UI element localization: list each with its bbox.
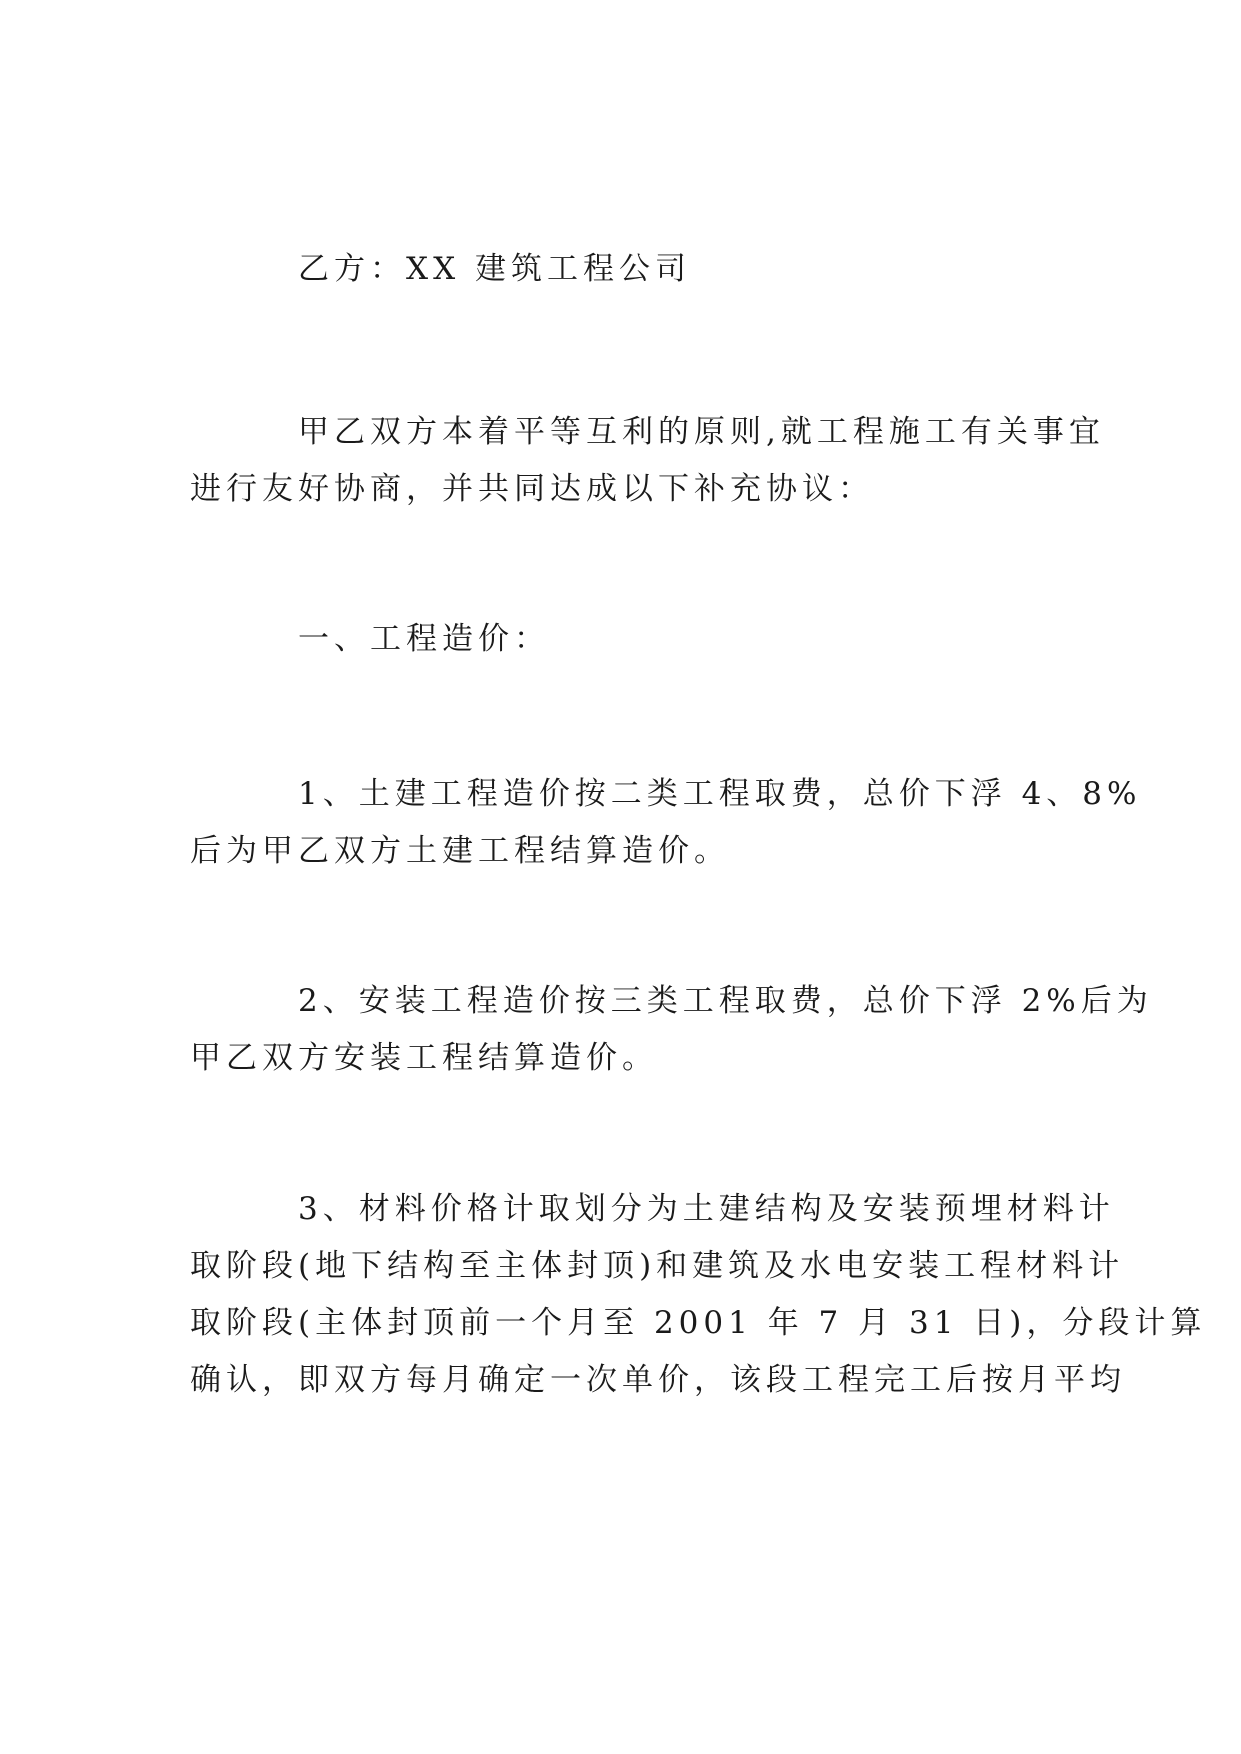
item-3-line-2: 取阶段(地下结构至主体封顶)和建筑及水电安装工程材料计 [190, 1248, 1125, 1284]
intro-line-2: 进行友好协商，并共同达成以下补充协议： [190, 471, 874, 507]
item-3-line-4: 确认，即双方每月确定一次单价，该段工程完工后按月平均 [190, 1362, 1126, 1398]
section-1-heading: 一、工程造价： [298, 621, 550, 657]
item-2-line-2: 甲乙双方安装工程结算造价。 [190, 1040, 658, 1076]
party-b-line: 乙方：XX 建筑工程公司 [298, 251, 691, 287]
item-1-line-2: 后为甲乙双方土建工程结算造价。 [190, 833, 730, 869]
item-3-line-3: 取阶段(主体封顶前一个月至 2001 年 7 月 31 日)，分段计算 [190, 1305, 1207, 1341]
item-2-line-1: 2、安装工程造价按三类工程取费，总价下浮 2%后为 [298, 983, 1153, 1019]
intro-line-1: 甲乙双方本着平等互利的原则,就工程施工有关事宜 [298, 414, 1105, 450]
item-1-line-1: 1、土建工程造价按二类工程取费，总价下浮 4、8% [298, 776, 1142, 812]
item-3-line-1: 3、材料价格计取划分为土建结构及安装预埋材料计 [298, 1191, 1115, 1227]
